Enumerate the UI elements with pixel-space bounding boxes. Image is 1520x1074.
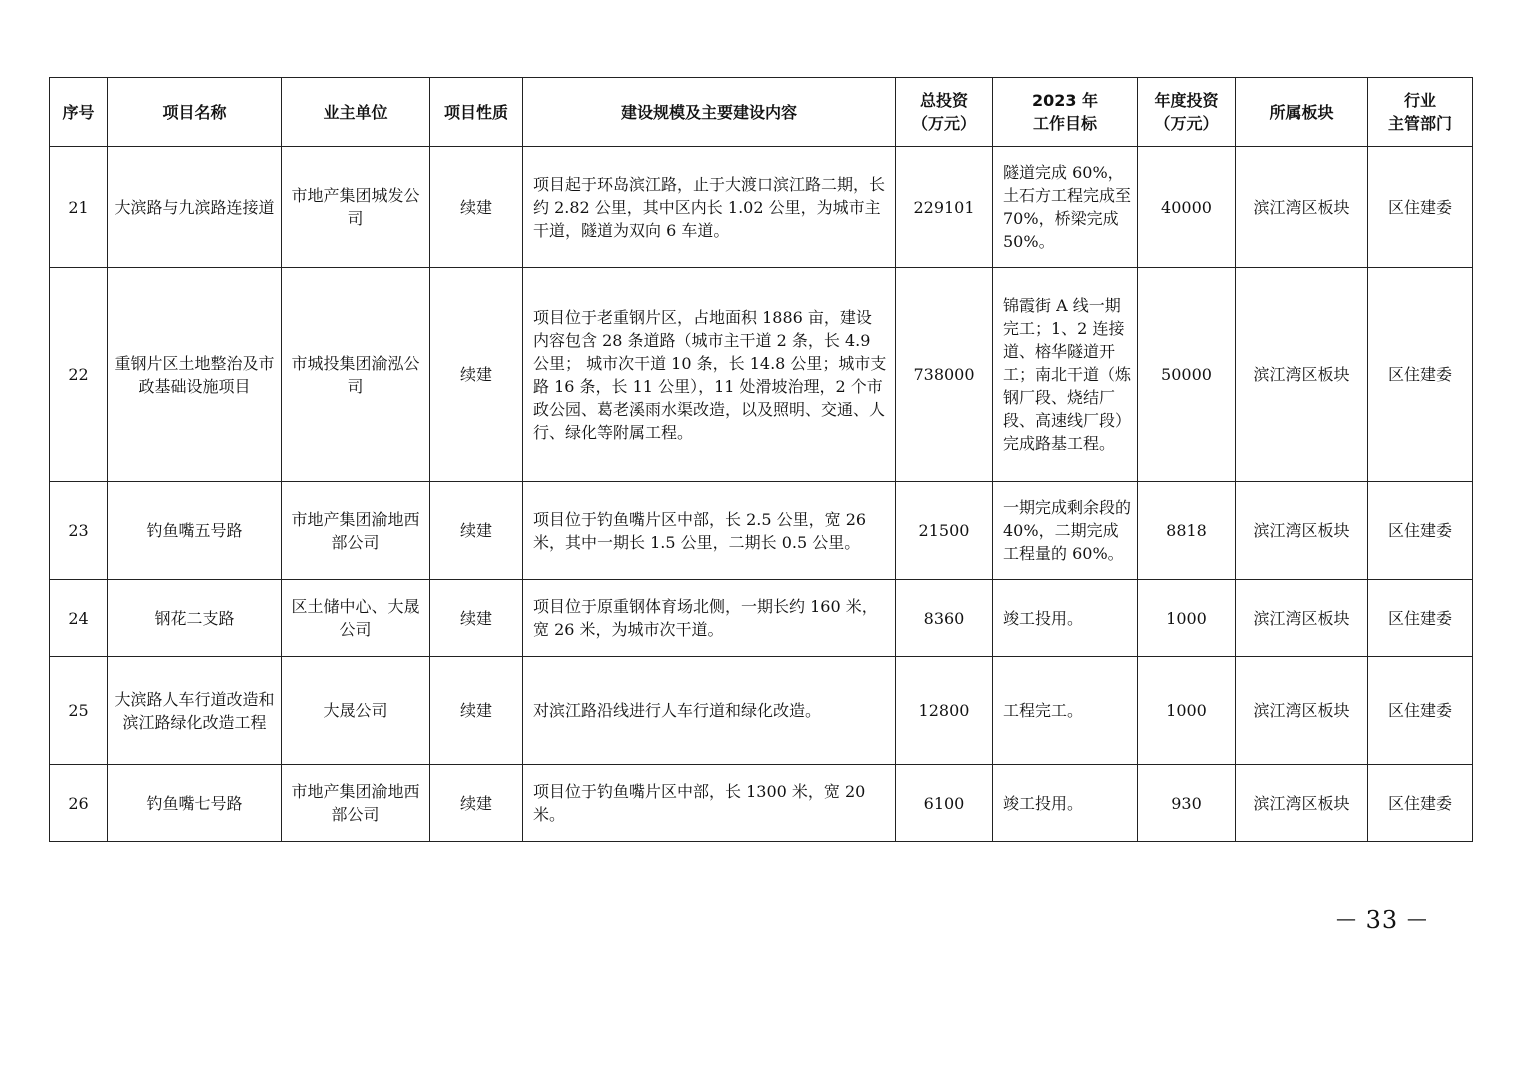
- cell-annual-investment: 1000: [1138, 580, 1236, 657]
- cell-no: 25: [50, 657, 108, 765]
- cell-department: 区住建委: [1368, 268, 1473, 482]
- cell-department: 区住建委: [1368, 147, 1473, 268]
- cell-name: 重钢片区土地整治及市政基础设施项目: [108, 268, 282, 482]
- cell-annual-investment: 8818: [1138, 482, 1236, 580]
- header-no: 序号: [50, 78, 108, 147]
- cell-content: 项目位于原重钢体育场北侧，一期长约 160 米，宽 26 米，为城市次干道。: [523, 580, 896, 657]
- cell-target: 隧道完成 60%，土石方工程完成至 70%，桥梁完成 50%。: [993, 147, 1138, 268]
- cell-sector: 滨江湾区板块: [1236, 147, 1368, 268]
- header-total-investment-line2: （万元）: [911, 114, 976, 133]
- cell-owner: 区土储中心、大晟公司: [282, 580, 430, 657]
- cell-owner: 市城投集团渝泓公司: [282, 268, 430, 482]
- table-row: [50, 765, 1473, 842]
- page-number-dash-right: —: [1406, 906, 1428, 930]
- cell-owner: 大晟公司: [282, 657, 430, 765]
- cell-target: 锦霞街 A 线一期完工；1、2 连接道、榕华隧道开工；南北干道（炼钢厂段、烧结厂段、高速线厂段）完成路基工程。: [993, 268, 1138, 482]
- cell-content: 对滨江路沿线进行人车行道和绿化改造。: [523, 657, 896, 765]
- cell-sector: 滨江湾区板块: [1236, 765, 1368, 842]
- cell-annual-investment: 50000: [1138, 268, 1236, 482]
- cell-department: 区住建委: [1368, 580, 1473, 657]
- cell-name: 大滨路人车行道改造和滨江路绿化改造工程: [108, 657, 282, 765]
- header-annual-line1: 年度投资: [1154, 91, 1219, 110]
- header-annual-line2: （万元）: [1154, 114, 1219, 133]
- cell-total-investment: 12800: [896, 657, 993, 765]
- table-row: [50, 657, 1473, 765]
- page-number-value: 33: [1365, 906, 1399, 934]
- cell-total-investment: 8360: [896, 580, 993, 657]
- cell-nature: 续建: [430, 580, 523, 657]
- header-target-2023: [993, 78, 1138, 147]
- cell-sector: 滨江湾区板块: [1236, 580, 1368, 657]
- project-table: [49, 77, 1473, 842]
- cell-department: 区住建委: [1368, 482, 1473, 580]
- header-department-line1: 行业: [1403, 91, 1436, 110]
- header-target-line2: 工作目标: [1032, 114, 1097, 133]
- cell-target: 竣工投用。: [993, 580, 1138, 657]
- cell-total-investment: 229101: [896, 147, 993, 268]
- cell-total-investment: 21500: [896, 482, 993, 580]
- header-department: [1368, 78, 1473, 147]
- page-number: [1336, 906, 1428, 934]
- cell-department: 区住建委: [1368, 657, 1473, 765]
- cell-total-investment: 738000: [896, 268, 993, 482]
- cell-no: 24: [50, 580, 108, 657]
- cell-department: 区住建委: [1368, 765, 1473, 842]
- cell-nature: 续建: [430, 147, 523, 268]
- header-target-line1: 2023 年: [1031, 91, 1099, 110]
- table-row: [50, 147, 1473, 268]
- cell-annual-investment: 40000: [1138, 147, 1236, 268]
- header-content: 建设规模及主要建设内容: [523, 78, 896, 147]
- header-sector: 所属板块: [1236, 78, 1368, 147]
- cell-no: 23: [50, 482, 108, 580]
- cell-annual-investment: 1000: [1138, 657, 1236, 765]
- cell-no: 21: [50, 147, 108, 268]
- cell-nature: 续建: [430, 482, 523, 580]
- cell-target: 工程完工。: [993, 657, 1138, 765]
- cell-sector: 滨江湾区板块: [1236, 657, 1368, 765]
- cell-name: 钓鱼嘴五号路: [108, 482, 282, 580]
- cell-no: 26: [50, 765, 108, 842]
- header-owner: 业主单位: [282, 78, 430, 147]
- cell-sector: 滨江湾区板块: [1236, 482, 1368, 580]
- table-row: [50, 268, 1473, 482]
- header-department-line2: 主管部门: [1387, 114, 1452, 133]
- cell-owner: 市地产集团城发公司: [282, 147, 430, 268]
- cell-name: 钓鱼嘴七号路: [108, 765, 282, 842]
- header-annual-investment: [1138, 78, 1236, 147]
- table-row: [50, 580, 1473, 657]
- table-header-row: [50, 78, 1473, 147]
- cell-total-investment: 6100: [896, 765, 993, 842]
- header-name: 项目名称: [108, 78, 282, 147]
- cell-name: 钢花二支路: [108, 580, 282, 657]
- header-nature: 项目性质: [430, 78, 523, 147]
- cell-nature: 续建: [430, 765, 523, 842]
- cell-owner: 市地产集团渝地西部公司: [282, 482, 430, 580]
- cell-content: 项目位于钓鱼嘴片区中部，长 1300 米，宽 20 米。: [523, 765, 896, 842]
- cell-target: 一期完成剩余段的 40%，二期完成工程量的 60%。: [993, 482, 1138, 580]
- cell-target: 竣工投用。: [993, 765, 1138, 842]
- cell-annual-investment: 930: [1138, 765, 1236, 842]
- cell-nature: 续建: [430, 657, 523, 765]
- header-total-investment-line1: 总投资: [919, 91, 968, 110]
- cell-owner: 市地产集团渝地西部公司: [282, 765, 430, 842]
- page-number-dash-left: —: [1336, 906, 1357, 930]
- cell-sector: 滨江湾区板块: [1236, 268, 1368, 482]
- cell-nature: 续建: [430, 268, 523, 482]
- cell-no: 22: [50, 268, 108, 482]
- cell-content: 项目位于钓鱼嘴片区中部，长 2.5 公里，宽 26 米，其中一期长 1.5 公里，二期长 0.5 公里。: [523, 482, 896, 580]
- table-row: [50, 482, 1473, 580]
- cell-content: 项目起于环岛滨江路，止于大渡口滨江路二期，长约 2.82 公里，其中区内长 1.02 公里，为城市主干道，隧道为双向 6 车道。: [523, 147, 896, 268]
- header-total-investment: [896, 78, 993, 147]
- cell-name: 大滨路与九滨路连接道: [108, 147, 282, 268]
- cell-content: 项目位于老重钢片区，占地面积 1886 亩，建设内容包含 28 条道路（城市主干道 2 条，长 4.9 公里； 城市次干道 10 条，长 14.8 公里；城市支路 16 条，长 11 公里），11 处滑坡治理，2 个市政公园、葛老溪雨水渠改造，以及照明、交通、人行、绿化等附属工程。: [523, 268, 896, 482]
